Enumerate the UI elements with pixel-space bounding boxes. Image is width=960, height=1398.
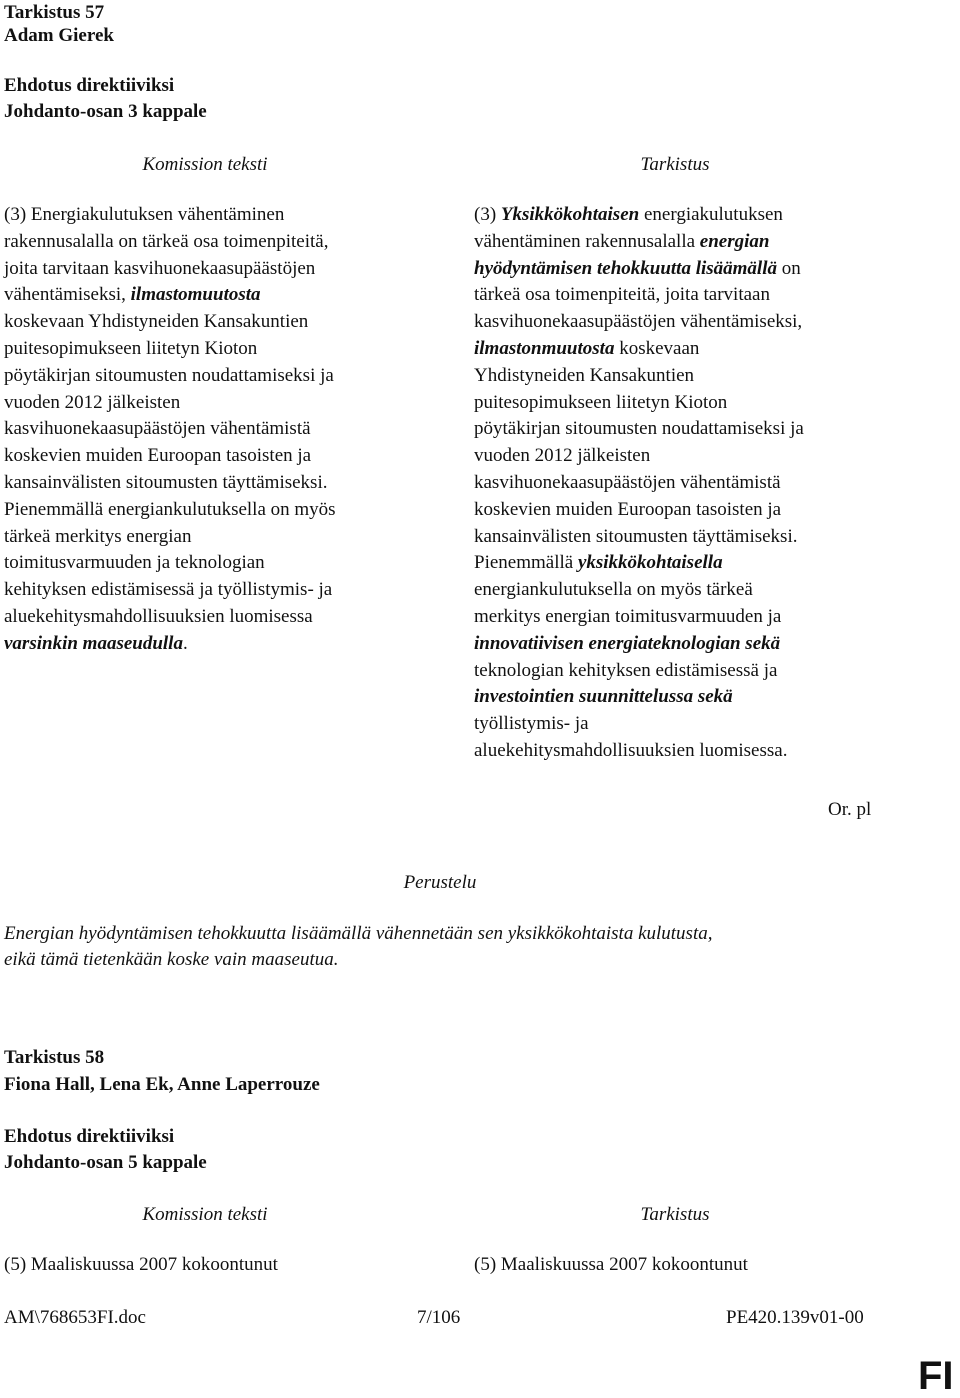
text-run: energiankulutuksella on myös tärkeä bbox=[474, 579, 753, 601]
right-line bbox=[474, 658, 919, 685]
text-run: Yhdistyneiden Kansakuntien bbox=[474, 364, 695, 386]
text-run: tärkeä osa toimenpiteitä, joita tarvitaan bbox=[474, 284, 770, 306]
right-line bbox=[474, 497, 919, 524]
left-line bbox=[4, 282, 449, 309]
right-line bbox=[474, 416, 919, 443]
right-line bbox=[474, 711, 919, 738]
emphasized-text: investointien suunnittelussa sekä bbox=[474, 686, 733, 708]
emphasized-text: Yksikkökohtaisen bbox=[500, 204, 640, 225]
text-run: pöytäkirjan sitoumusten noudattamiseksi ja bbox=[4, 364, 334, 386]
footer-pe-ref: PE420.139v01-00 bbox=[726, 1307, 864, 1328]
left-line bbox=[4, 363, 449, 390]
right-line bbox=[474, 738, 919, 765]
text-run: vuoden 2012 jälkeisten bbox=[4, 391, 181, 413]
text-run: kasvihuonekaasupäästöjen vähentämistä bbox=[4, 418, 311, 440]
emphasized-text: hyödyntämisen tehokkuutta lisäämällä bbox=[474, 257, 777, 279]
text-run: koskevien muiden Euroopan tasoisten ja bbox=[4, 445, 312, 467]
emphasized-text: innovatiivisen energiateknologian sekä bbox=[474, 632, 781, 654]
text-run: joita tarvitaan kasvihuonekaasupäästöjen bbox=[4, 257, 316, 279]
amendment-58-author: Fiona Hall, Lena Ek, Anne Laperrouze bbox=[4, 1074, 320, 1095]
footer-language-code: FI bbox=[918, 1354, 954, 1398]
right-line bbox=[474, 443, 919, 470]
right-line bbox=[474, 684, 919, 711]
emphasized-text: energian bbox=[699, 230, 770, 252]
amendment-58-title: Tarkistus 58 bbox=[4, 1047, 105, 1068]
left-line bbox=[4, 229, 449, 256]
text-run: kehityksen edistämisessä ja työllistymis- ja bbox=[4, 579, 333, 601]
amendment-57-proposal: Ehdotus direktiiviksi bbox=[4, 75, 175, 96]
commission-text-heading: Komission teksti bbox=[142, 154, 268, 175]
emphasized-text: yksikkökohtaisella bbox=[577, 552, 723, 574]
text-run: pöytäkirjan sitoumusten noudattamiseksi ja bbox=[474, 418, 804, 440]
text-run: työllistymis- ja bbox=[474, 713, 589, 735]
text-run: Pienemmällä bbox=[474, 552, 578, 574]
text-run: kasvihuonekaasupäästöjen vähentämistä bbox=[474, 471, 781, 493]
left-line bbox=[4, 497, 449, 524]
right-line bbox=[474, 470, 919, 497]
text-run: puitesopimukseen liitetyn Kioton bbox=[4, 337, 258, 359]
text-run: kasvihuonekaasupäästöjen vähentämiseksi, bbox=[474, 311, 803, 333]
right-line bbox=[474, 550, 919, 577]
right-line bbox=[474, 363, 919, 390]
right-line bbox=[474, 256, 919, 283]
left-line bbox=[4, 550, 449, 577]
right-line bbox=[474, 336, 919, 363]
text-run: merkitys energian toimitusvarmuuden ja bbox=[474, 605, 782, 627]
text-run: puitesopimukseen liitetyn Kioton bbox=[474, 391, 728, 413]
text-run: koskevaan Yhdistyneiden Kansakuntien bbox=[4, 311, 309, 333]
text-run: rakennusalalla on tärkeä osa toimenpiteitä, bbox=[4, 230, 329, 252]
left-line bbox=[4, 577, 449, 604]
text-run: aluekehitysmahdollisuuksien luomisessa. bbox=[474, 739, 788, 761]
text-run: energiakulutuksen bbox=[639, 204, 783, 225]
amendment-text-58: (5) Maaliskuussa 2007 kokoontunut bbox=[474, 1254, 748, 1275]
amendment-heading: Tarkistus bbox=[640, 154, 710, 175]
right-line bbox=[474, 524, 919, 551]
amendment-58-section: Johdanto-osan 5 kappale bbox=[4, 1152, 207, 1173]
text-run: vuoden 2012 jälkeisten bbox=[474, 445, 651, 467]
amendment-58-proposal: Ehdotus direktiiviksi bbox=[4, 1126, 175, 1147]
footer-page-number: 7/106 bbox=[417, 1307, 461, 1328]
right-line bbox=[474, 309, 919, 336]
left-line bbox=[4, 390, 449, 417]
emphasized-text: varsinkin maaseudulla bbox=[4, 632, 183, 654]
original-language-note: Or. pl bbox=[828, 799, 872, 820]
left-line bbox=[4, 202, 449, 229]
right-line bbox=[474, 390, 919, 417]
amendment-57-author: Adam Gierek bbox=[4, 25, 114, 46]
left-line bbox=[4, 256, 449, 283]
right-line bbox=[474, 631, 919, 658]
text-run: . bbox=[182, 632, 188, 654]
emphasized-text: ilmastonmuutosta bbox=[474, 337, 615, 359]
text-run: toimitusvarmuuden ja teknologian bbox=[4, 552, 265, 574]
text-run: teknologian kehityksen edistämisessä ja bbox=[474, 659, 778, 681]
amendment-text-column bbox=[474, 202, 919, 765]
text-run: (3) bbox=[474, 204, 501, 225]
right-line bbox=[474, 202, 919, 229]
text-run: vähentämiseksi, bbox=[4, 284, 131, 306]
text-run: kansainvälisten sitoumusten täyttämiseksi. bbox=[4, 471, 328, 493]
right-line bbox=[474, 577, 919, 604]
left-line bbox=[4, 604, 449, 631]
right-line bbox=[474, 282, 919, 309]
commission-text-column bbox=[4, 202, 449, 658]
right-line bbox=[474, 229, 919, 256]
text-run: kansainvälisten sitoumusten täyttämiseksi. bbox=[474, 525, 798, 547]
text-run: on bbox=[777, 257, 801, 279]
commission-text-58: (5) Maaliskuussa 2007 kokoontunut bbox=[4, 1254, 278, 1275]
text-run: koskevaan bbox=[614, 337, 700, 359]
footer-doc-ref: AM\768653FI.doc bbox=[4, 1307, 146, 1328]
text-run: aluekehitysmahdollisuuksien luomisessa bbox=[4, 605, 313, 627]
text-run: Pienemmällä energiankulutuksella on myös bbox=[4, 498, 336, 520]
emphasized-text: ilmastomuutosta bbox=[130, 284, 261, 306]
left-line bbox=[4, 443, 449, 470]
left-line bbox=[4, 309, 449, 336]
left-line bbox=[4, 470, 449, 497]
text-run: tärkeä merkitys energian bbox=[4, 525, 192, 547]
text-run: vähentäminen rakennusalalla bbox=[474, 230, 700, 252]
left-line bbox=[4, 416, 449, 443]
commission-text-heading-58: Komission teksti bbox=[142, 1204, 268, 1225]
justification-line-1: Energian hyödyntämisen tehokkuutta lisäämällä vähennetään sen yksikkökohtaista kulutusta, bbox=[4, 923, 713, 944]
justification-heading: Perustelu bbox=[403, 872, 477, 893]
right-line bbox=[474, 604, 919, 631]
left-line bbox=[4, 631, 449, 658]
justification-line-2: eikä tämä tietenkään koske vain maaseutua. bbox=[4, 949, 339, 970]
text-run: koskevien muiden Euroopan tasoisten ja bbox=[474, 498, 782, 520]
amendment-heading-58: Tarkistus bbox=[640, 1204, 710, 1225]
amendment-57-title: Tarkistus 57 bbox=[4, 2, 105, 23]
left-line bbox=[4, 524, 449, 551]
amendment-57-section: Johdanto-osan 3 kappale bbox=[4, 101, 207, 122]
left-line bbox=[4, 336, 449, 363]
text-run: (3) Energiakulutuksen vähentäminen bbox=[4, 204, 285, 225]
